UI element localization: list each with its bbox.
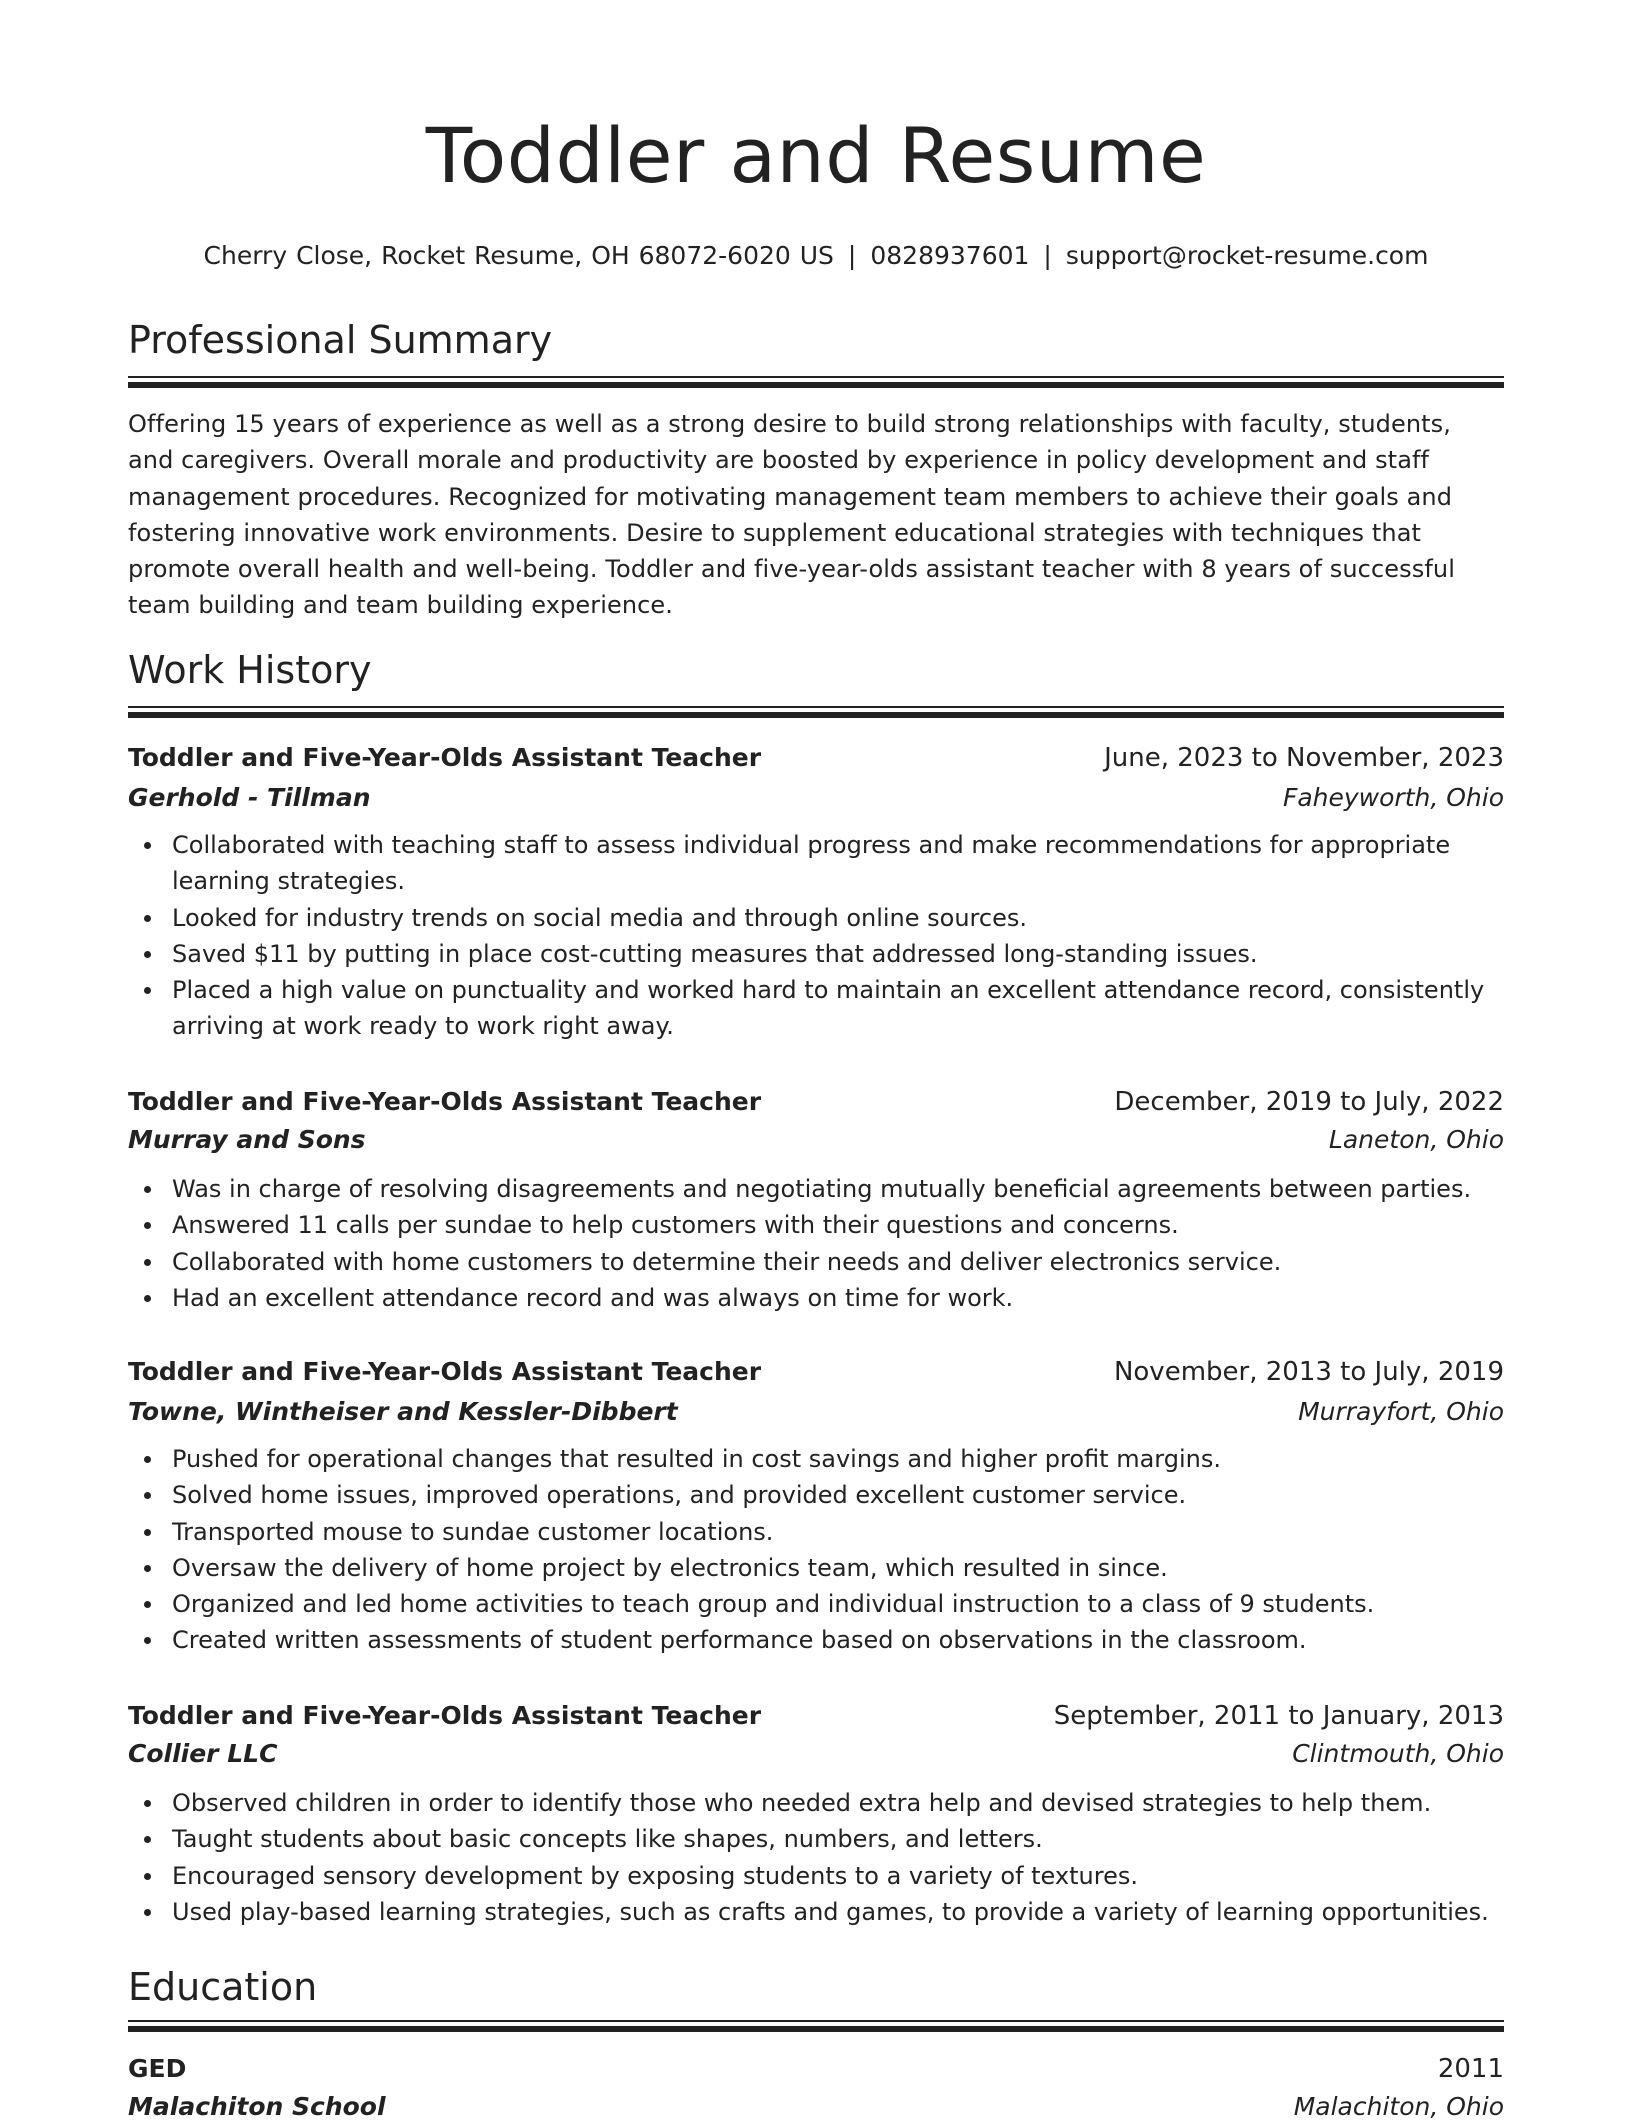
list-item: Oversaw the delivery of home project by electronics team, which resulted in since. (128, 1550, 1504, 1586)
list-item: Used play-based learning strategies, such as crafts and games, to provide a variety of learning opportunities. (128, 1894, 1504, 1930)
job-employer-row (128, 1393, 1504, 1431)
list-item: Organized and led home activities to teach group and individual instruction to a class of 9 students. (128, 1586, 1504, 1622)
section-title-summary: Professional Summary (128, 318, 553, 362)
list-item: Transported mouse to sundae customer locations. (128, 1514, 1504, 1550)
job-header (128, 1083, 1504, 1121)
list-item: Placed a high value on punctuality and worked hard to maintain an excellent attendance record, consistently arriving at work ready to work right away. (128, 972, 1504, 1045)
list-item: Answered 11 calls per sundae to help customers with their questions and concerns. (128, 1207, 1504, 1243)
job-employer-row (128, 1735, 1504, 1773)
summary-text: Offering 15 years of experience as well as a strong desire to build strong relationships with faculty, students, and caregivers. Overall morale and productivity are boosted by experience in policy development and staff management procedures. Recognized for motivating management team members to achieve their goals and fostering innovative work environments. Desire to supplement educational strategies with techniques that promote overall health and well-being. Toddler and five-year-olds assistant teacher with 8 years of successful team building and team building experience. (128, 410, 1455, 620)
job-bullets (128, 1441, 1504, 1659)
job-dates: June, 2023 to November, 2023 (1104, 743, 1504, 773)
job-title: Toddler and Five-Year-Olds Assistant Teacher (128, 1701, 762, 1730)
contact-email: support@rocket-resume.com (1065, 241, 1429, 270)
job-location: Clintmouth, Ohio (1292, 1739, 1504, 1768)
list-item: Had an excellent attendance record and was always on time for work. (128, 1280, 1504, 1316)
education-year: 2011 (1437, 2054, 1504, 2084)
section-title-work-history: Work History (128, 648, 372, 692)
list-item: Created written assessments of student performance based on observations in the classroom. (128, 1622, 1504, 1658)
job-title: Toddler and Five-Year-Olds Assistant Teacher (128, 1357, 762, 1386)
section-divider (128, 376, 1504, 388)
list-item: Collaborated with home customers to determine their needs and deliver electronics service. (128, 1244, 1504, 1280)
list-item: Pushed for operational changes that resulted in cost savings and higher profit margins. (128, 1441, 1504, 1477)
contact-line (128, 240, 1504, 272)
education-degree: GED (128, 2054, 187, 2083)
job-location: Faheyworth, Ohio (1282, 783, 1504, 812)
section-title-education: Education (128, 1965, 318, 2009)
contact-phone: 0828937601 (870, 241, 1030, 270)
candidate-name: Toddler and Resume (425, 111, 1207, 200)
job-location: Laneton, Ohio (1328, 1125, 1504, 1154)
job-bullets (128, 1785, 1504, 1930)
job-company: Murray and Sons (128, 1125, 366, 1154)
job-employer-row (128, 779, 1504, 817)
job-bullets (128, 1171, 1504, 1316)
job-dates: December, 2019 to July, 2022 (1114, 1087, 1504, 1117)
contact-separator: | (1043, 241, 1052, 270)
list-item: Was in charge of resolving disagreements and negotiating mutually beneficial agreements between parties. (128, 1171, 1504, 1207)
education-header (128, 2050, 1504, 2088)
list-item: Observed children in order to identify those who needed extra help and devised strategies to help them. (128, 1785, 1504, 1821)
section-divider (128, 2020, 1504, 2032)
job-header (128, 1353, 1504, 1391)
job-company: Gerhold - Tillman (128, 783, 371, 812)
job-title: Toddler and Five-Year-Olds Assistant Teacher (128, 1087, 762, 1116)
job-entry (128, 1353, 1504, 1659)
job-company: Collier LLC (128, 1739, 278, 1768)
list-item: Saved $11 by putting in place cost-cutting measures that addressed long-standing issues. (128, 936, 1504, 972)
job-location: Murrayfort, Ohio (1298, 1397, 1504, 1426)
job-company: Towne, Wintheiser and Kessler-Dibbert (128, 1397, 678, 1426)
job-title: Toddler and Five-Year-Olds Assistant Teacher (128, 743, 762, 772)
list-item: Looked for industry trends on social media and through online sources. (128, 900, 1504, 936)
job-dates: November, 2013 to July, 2019 (1113, 1357, 1504, 1387)
contact-separator: | (847, 241, 857, 270)
job-entry (128, 1697, 1504, 1930)
education-entry (128, 2050, 1504, 2126)
job-bullets (128, 827, 1504, 1045)
job-dates: September, 2011 to January, 2013 (1053, 1701, 1504, 1731)
list-item: Solved home issues, improved operations, and provided excellent customer service. (128, 1477, 1504, 1513)
job-employer-row (128, 1121, 1504, 1159)
job-header (128, 739, 1504, 777)
list-item: Taught students about basic concepts like shapes, numbers, and letters. (128, 1821, 1504, 1857)
contact-address: Cherry Close, Rocket Resume, OH 68072-6020 US (203, 241, 834, 270)
education-school-row (128, 2088, 1504, 2126)
section-divider (128, 706, 1504, 718)
education-location: Malachiton, Ohio (1293, 2092, 1504, 2121)
job-header (128, 1697, 1504, 1735)
list-item: Collaborated with teaching staff to assess individual progress and make recommendations for appropriate learning strategies. (128, 827, 1504, 900)
job-entry (128, 1083, 1504, 1316)
education-school: Malachiton School (128, 2092, 386, 2121)
list-item: Encouraged sensory development by exposing students to a variety of textures. (128, 1858, 1504, 1894)
job-entry (128, 739, 1504, 1045)
